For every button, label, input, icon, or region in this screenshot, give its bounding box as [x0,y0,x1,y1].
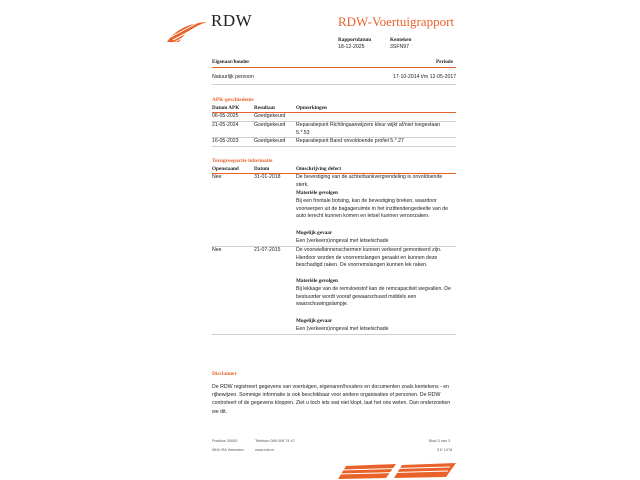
recall-col-defect: Omschrijving defect [296,166,342,172]
document-title: RDW-Voertuigrapport [338,14,455,29]
report-date: 18-12-2025 [338,44,365,50]
recall-damage-label: Materiële gevolgen [296,278,338,284]
apk-row-divider [212,146,456,147]
plate-value: 3SFN97 [390,44,410,50]
apk-col-date: Datum APK [212,105,240,111]
recall-possible-text: Een (verkeers)ongeval met letselschade [296,238,389,244]
apk-col-result: Resultaat [254,105,276,111]
apk-row-date: 06-05-2025 [212,113,239,119]
apk-row-result: Goedgekeurd [254,138,286,144]
footer-phone: Telefoon 088 008 74 47 [255,439,295,443]
recall-row-defect: De bevestiging van de achterbankvergrendeling is onvoldoende sterk. [296,174,443,188]
recall-col-open: Openstaand [212,166,239,172]
owner-rule [212,67,456,68]
owner-label: Eigenaar/houder [212,59,250,65]
recall-row-defect: De voorwielbinnenschermen kunnen verkeerd gemonteerd zijn. Hierdoor worden de voorremslangen geraakt en kunnen deze beschadigd raken. De voorremslangen kunnen lek raken. [296,247,442,269]
recall-section-title: Terugroepactie informatie [212,158,273,164]
footer-web[interactable]: www.rdw.nl [255,448,274,452]
period-label: Periode [436,59,453,65]
recall-col-date: Datum [254,166,270,172]
recall-damage-text: Bij een frontale botsing, kan de bevestiging breken, waardoor voorwerpen uit de bagageruimte in het inzittendengedeelte van de auto terecht kunnen komen en letsel kunnen veroorzaken. [296,198,448,220]
apk-row-date: 16-05-2023 [212,138,239,144]
owner-row-divider [212,84,456,85]
recall-row-date: 31-01-2018 [254,174,281,180]
recall-row-open: Nee [212,174,222,180]
report-date-label: Rapportdatum [338,37,372,43]
recall-row-divider [212,334,456,335]
owner-type: Natuurlijk persoon [212,74,254,80]
footer-code: 3 E 1078 [437,448,453,452]
recall-possible-label: Mogelijk gevaar [296,230,333,236]
apk-row-result: Goedgekeurd [254,113,286,119]
apk-section-title: APK-geschiedenis [212,97,254,103]
recall-row-date: 21-07-2015 [254,247,281,253]
apk-col-remarks: Opmerkingen [296,105,327,111]
recall-row-open: Nee [212,247,222,253]
apk-row-result: Goedgekeurd [254,122,286,128]
apk-row-remark: Reparatiepunt Richtingaanwijzers kleur wijkt af/niet toegestaan 5.*.53 [296,122,441,136]
footer-city: 9640 RA Veendam [212,448,244,452]
disclaimer-title: Disclaimer [212,371,237,377]
apk-row-remark: Reparatiepunt Band onvoldoende profiel 5.*.27 [296,138,404,144]
apk-header-rule [212,112,456,113]
rdw-logo-icon [165,20,209,44]
disclaimer-text: De RDW registreert gegevens van voertuigen, eigenaren/houders en documenten zoals kentekens - en rijbewijzen. Sommige informatie is ook beschikbaar voor andere organisaties of personen. De RDW controleert of de gegevens kloppen. Ziet u toch iets wat niet klopt, laat het ons weten. Dan onderzoeken we dit. [212,384,451,415]
recall-possible-text: Een (verkeers)ongeval met letselschade [296,326,389,332]
owner-period: 17-10-2014 t/m 12-05-2017 [393,74,457,80]
footer-postbox: Postbus 30000 [212,439,238,443]
decorative-stripes-icon [338,462,458,480]
brand-name: RDW [211,11,253,30]
plate-label: Kenteken [390,37,412,43]
recall-damage-label: Materiële gevolgen [296,190,338,196]
footer-page-number: Blad 3 van 3 [429,439,451,443]
apk-row-date: 21-05-2024 [212,122,239,128]
recall-possible-label: Mogelijk gevaar [296,318,333,324]
recall-damage-text: Bij lekkage van de remvloeistof kan de remcapaciteit wegvallen. De bestuurder wordt vooraf gewaarschuwd middels een waarschuwingslampje. [296,286,451,308]
